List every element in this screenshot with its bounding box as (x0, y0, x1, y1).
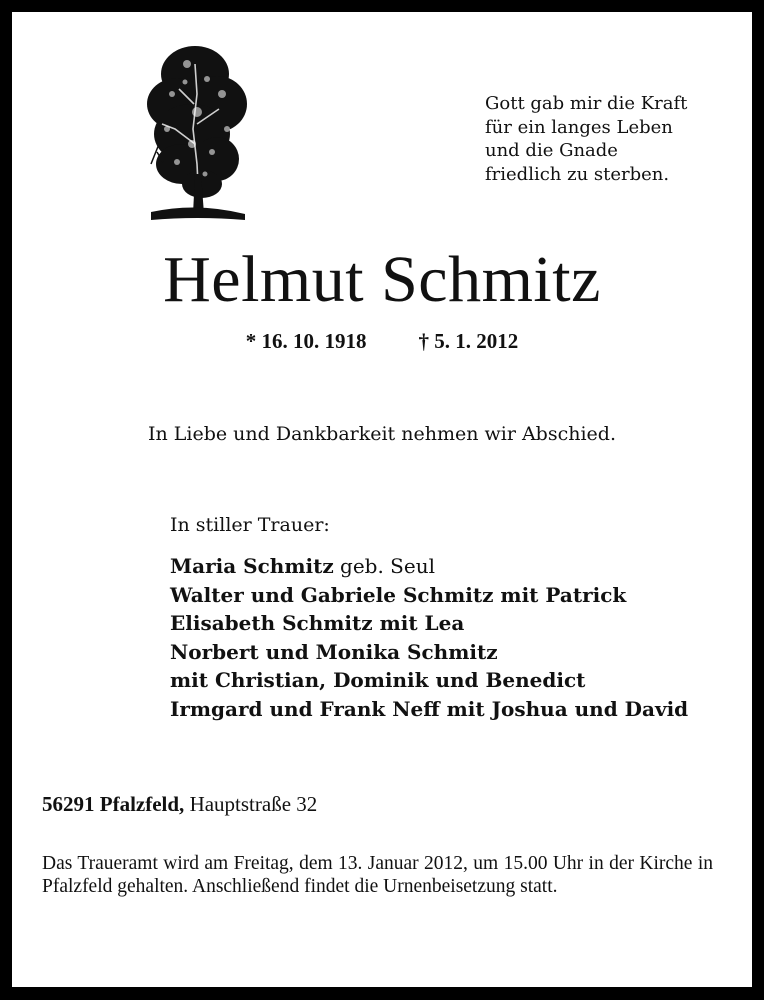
mourner-line (170, 638, 688, 667)
tree-icon (137, 34, 257, 224)
quote (485, 92, 687, 186)
address (42, 791, 317, 817)
mourner-line (170, 552, 688, 581)
obituary-notice (12, 12, 752, 987)
mourner-name: mit Christian, Dominik und Benedict (170, 668, 586, 692)
deceased-name: Helmut Schmitz (163, 243, 601, 316)
mourner-name: Elisabeth Schmitz mit Lea (170, 611, 465, 635)
death-date: † 5. 1. 2012 (418, 329, 519, 353)
life-dates (12, 328, 752, 354)
mourner-line (170, 581, 688, 610)
farewell-text: In Liebe und Dankbarkeit nehmen wir Abschied. (148, 423, 616, 445)
quote-line: Gott gab mir die Kraft (485, 93, 688, 114)
mourner-name: Norbert und Monika Schmitz (170, 639, 498, 664)
mourner-name: Walter und Gabriele Schmitz mit Patrick (170, 582, 627, 607)
quote-line: für ein langes Leben (485, 116, 673, 138)
mourner-line (170, 695, 688, 724)
mourner-line (170, 666, 688, 695)
birth-date: * 16. 10. 1918 (245, 329, 367, 353)
mourner-note: geb. Seul (333, 554, 435, 578)
mourning-label: In stiller Trauer: (170, 514, 330, 536)
service-info: Das Traueramt wird am Freitag, dem 13. Januar 2012, um 15.00 Uhr in der Kirche in Pfalzfeld gehalten. Anschließend findet die Urnenbeisetzung statt. (42, 853, 713, 897)
mourner-name: Maria Schmitz (170, 554, 334, 578)
quote-line: friedlich zu sterben. (485, 163, 670, 185)
mourner-name: Irmgard und Frank Neff mit Joshua und David (170, 696, 689, 721)
address-city: 56291 Pfalzfeld, (42, 792, 185, 816)
address-street: Hauptstraße 32 (184, 792, 318, 816)
mourners-list (170, 552, 688, 723)
quote-line: und die Gnade (485, 140, 618, 161)
mourner-line (170, 609, 688, 638)
